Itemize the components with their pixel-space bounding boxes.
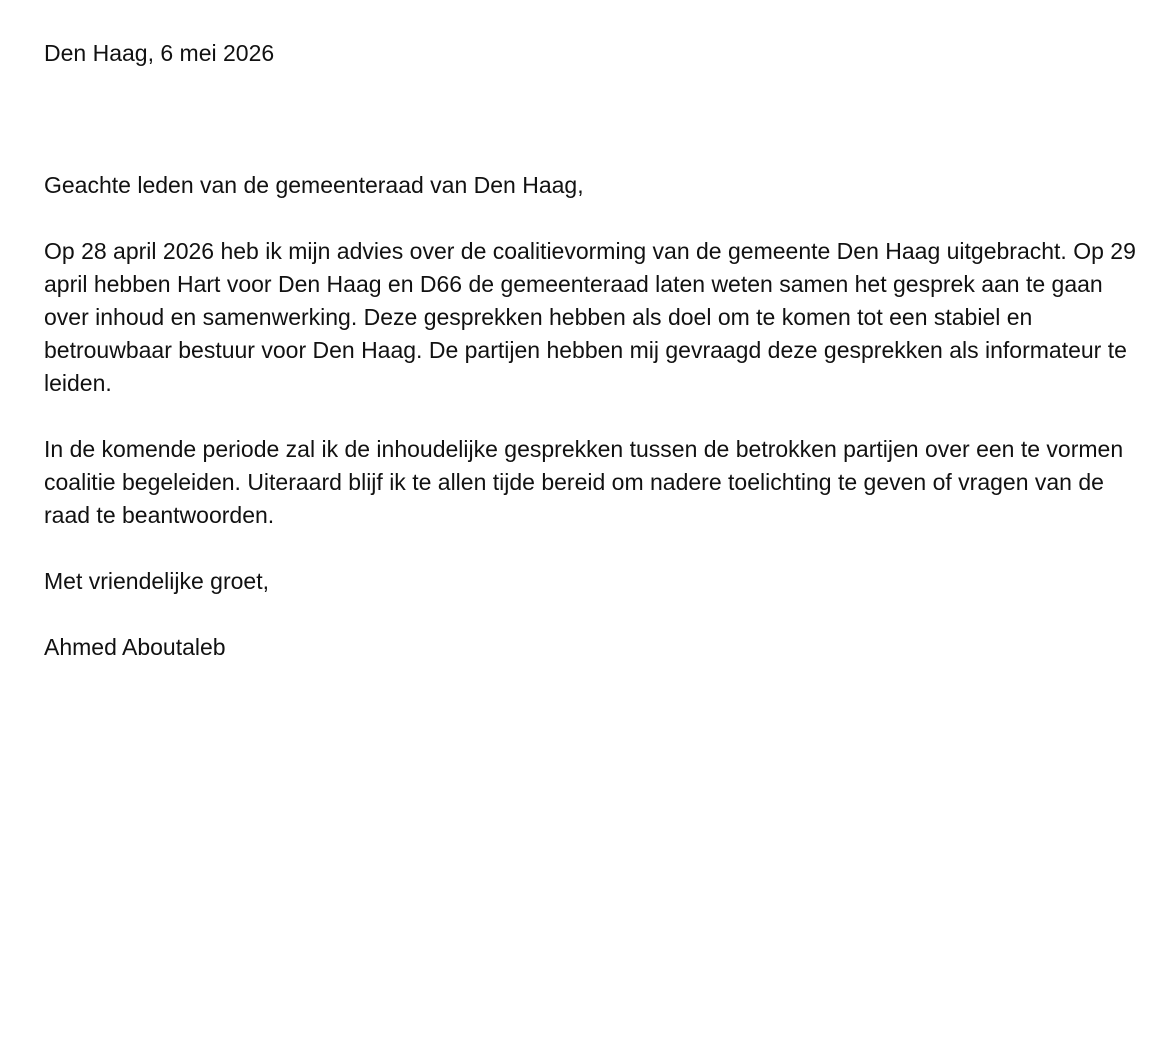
letter-paragraph-2: In de komende periode zal ik de inhoudelijke gesprekken tussen de betrokken partijen over een te vormen coalitie begeleiden. Uiteraard blijf ik te allen tijde bereid om nadere toelichting te geven of vragen van de raad te beantwoorden. <box>44 436 1124 528</box>
letter-closing: Met vriendelijke groet, <box>44 568 269 594</box>
letter-paragraph-1: Op 28 april 2026 heb ik mijn advies over de coalitievorming van de gemeente Den Haag uitgebracht. Op 29 april hebben Hart voor Den Haag en D66 de gemeenteraad laten weten samen het gesprek aan te gaan over inhoud en samenwerking. Deze gesprekken hebben als doel om te komen tot een stabiel en betrouwbaar bestuur voor Den Haag. De partijen hebben mij gevraagd deze gesprekken als informateur te leiden. <box>44 238 1136 396</box>
letter-date: Den Haag, 6 mei 2026 <box>44 40 275 66</box>
letter-signature: Ahmed Aboutaleb <box>44 634 226 660</box>
letter-salutation: Geachte leden van de gemeenteraad van Den Haag, <box>44 172 584 198</box>
